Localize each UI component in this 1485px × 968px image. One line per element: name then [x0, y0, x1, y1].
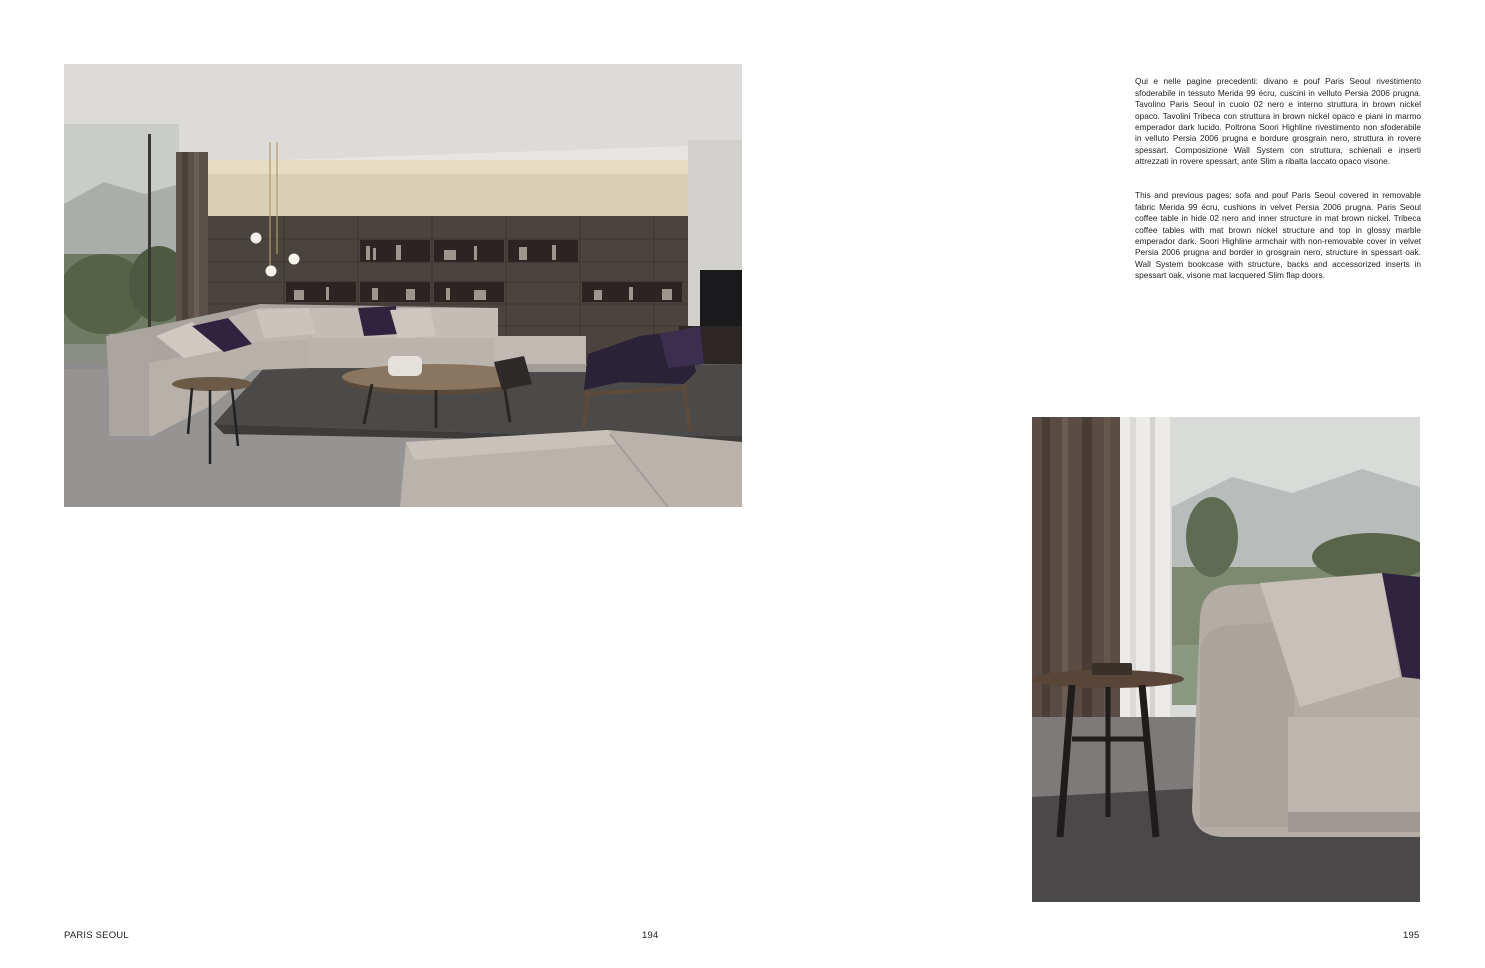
page-number-right: 195	[1403, 930, 1420, 941]
caption-italian: Qui e nelle pagine precedenti: divano e pouf Paris Seoul rivestimento sfoderabile in tessuto Merida 99 écru, cuscini in velluto Persia 2006 prugna. Tavolino Paris Seoul in cuoio 02 nero e interno struttura in brown nickel opaco. Tavolini Tribeca con struttura in brown nickel opaco e piani in marmo emperador dark lucido. Poltrona Soori Highline rivestimento non sfoderabile in velluto Persia 2006 prugna e bordure grosgrain nero, struttura in rovere spessart. Composizione Wall System con struttura, schienali e inserti attrezzati in rovere spessart, ante Slim a ribalta laccato opaco visone.	[1135, 76, 1421, 167]
living-room-photo	[64, 64, 742, 507]
caption-english: This and previous pages: sofa and pouf Paris Seoul covered in removable fabric Merida 99 écru, cushions in velvet Persia 2006 prugna. Paris Seoul coffee table in hide 02 nero and inner structure in mat brown nickel. Tribeca coffee tables with mat brown nickel structure and top in glossy marble emperador dark. Soori Highline armchair with non-removable cover in velvet Persia 2006 prugna and border in grosgrain nero, structure in spessart oak. Wall System bookcase with structure, backs and accessorized inserts in spessart oak, visone mat lacquered Slim flap doors.	[1135, 190, 1421, 281]
running-title: PARIS SEOUL	[64, 930, 129, 941]
page-number-left: 194	[642, 930, 659, 941]
sofa-detail-photo	[1032, 417, 1420, 902]
